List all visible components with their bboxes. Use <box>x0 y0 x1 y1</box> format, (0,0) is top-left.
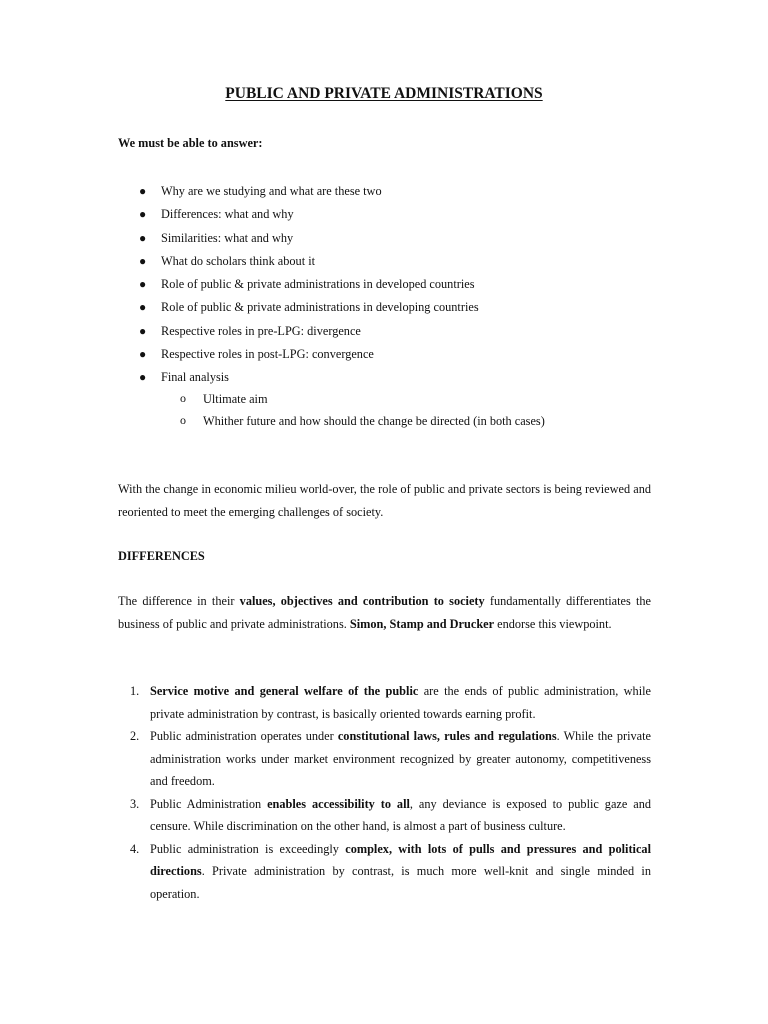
paragraph-text: endorse this viewpoint. <box>494 616 612 631</box>
list-item-text: Respective roles in post-LPG: convergence <box>161 347 374 362</box>
numbered-item <box>118 793 651 838</box>
paragraph-text: The difference in their <box>118 594 240 608</box>
paragraph-bold-text: values, objectives and contribution to society <box>239 594 485 608</box>
list-item-text: Role of public & private administrations in developed countries <box>161 277 475 292</box>
list-item-text: Differences: what and why <box>161 207 294 222</box>
paragraph-bold-text: Simon, Stamp and Drucker <box>349 616 495 631</box>
differences-paragraph <box>118 590 651 635</box>
item-bold-text: complex, with lots of pulls and pressures and political directions <box>150 841 651 878</box>
bullet-icon: ● <box>139 230 147 245</box>
bullet-icon: ● <box>139 207 147 222</box>
bullet-icon: ● <box>139 253 147 268</box>
intro-paragraph: With the change in economic milieu world-over, the role of public and private sectors is being reviewed and reoriented to meet the emerging challenges of society. <box>118 482 651 519</box>
item-bold-text: enables accessibility to all <box>267 796 410 811</box>
list-item <box>118 368 678 391</box>
bullet-icon: ● <box>139 370 147 385</box>
item-number: 3. <box>130 796 140 811</box>
page-title <box>0 85 768 103</box>
item-text: Public Administration <box>150 796 268 811</box>
item-text: , any deviance is exposed to public gaze and censure. While discrimination on the other hand, is almost a part of business culture. <box>150 796 652 833</box>
sub-list-item-text: Ultimate aim <box>203 392 268 406</box>
sub-list-item-text: Whither future and how should the change be directed (in both cases) <box>203 414 545 428</box>
numbered-item <box>118 680 651 725</box>
item-bold-text: Service motive and general welfare of the public <box>150 684 419 698</box>
list-item-text: What do scholars think about it <box>161 253 316 268</box>
list-item <box>118 205 678 228</box>
list-item <box>118 298 678 321</box>
questions-list <box>118 182 678 392</box>
circle-bullet-icon: o <box>180 413 186 427</box>
list-item-text: Why are we studying and what are these two <box>161 184 382 198</box>
sub-list-item <box>180 412 545 434</box>
intro-heading: We must be able to answer: <box>118 136 263 150</box>
list-item-text: Similarities: what and why <box>161 230 294 245</box>
bullet-icon: ● <box>139 347 147 362</box>
list-item-text: Final analysis <box>161 370 229 385</box>
item-text: Public administration is exceedingly <box>150 841 346 856</box>
numbered-item <box>118 838 651 906</box>
list-item-text: Role of public & private administrations in developing countries <box>161 300 479 315</box>
sub-list-item <box>180 390 545 412</box>
numbered-item <box>118 725 651 793</box>
bullet-icon: ● <box>139 184 147 198</box>
page-title-text: PUBLIC AND PRIVATE ADMINISTRATIONS <box>225 85 543 102</box>
item-number: 4. <box>130 841 140 856</box>
bullet-icon: ● <box>139 300 147 315</box>
circle-bullet-icon: o <box>180 391 186 405</box>
item-text: are the ends of public administration, while private administration by contrast, is basically oriented towards earning profit. <box>150 684 651 721</box>
item-text: . While the private administration works under market environment recognized by greater autonomy, competitiveness and freedom. <box>150 729 651 788</box>
bullet-icon: ● <box>139 323 147 338</box>
item-number: 1. <box>130 684 140 698</box>
list-item <box>118 252 678 275</box>
final-analysis-sublist <box>180 390 545 434</box>
list-item <box>118 345 678 368</box>
paragraph-text: fundamentally differentiates the business of public and private administrations. <box>118 594 651 631</box>
differences-heading: DIFFERENCES <box>118 549 205 563</box>
list-item <box>118 182 678 205</box>
list-item <box>118 229 678 252</box>
list-item <box>118 322 678 345</box>
item-number: 2. <box>130 729 140 743</box>
item-text: Public administration operates under <box>150 729 338 743</box>
item-bold-text: constitutional laws, rules and regulations <box>337 729 557 743</box>
list-item-text: Respective roles in pre-LPG: divergence <box>161 323 361 338</box>
bullet-icon: ● <box>139 277 147 292</box>
list-item <box>118 275 678 298</box>
item-text: . Private administration by contrast, is much more well-knit and single minded in operation. <box>150 864 651 901</box>
differences-list <box>118 680 651 905</box>
